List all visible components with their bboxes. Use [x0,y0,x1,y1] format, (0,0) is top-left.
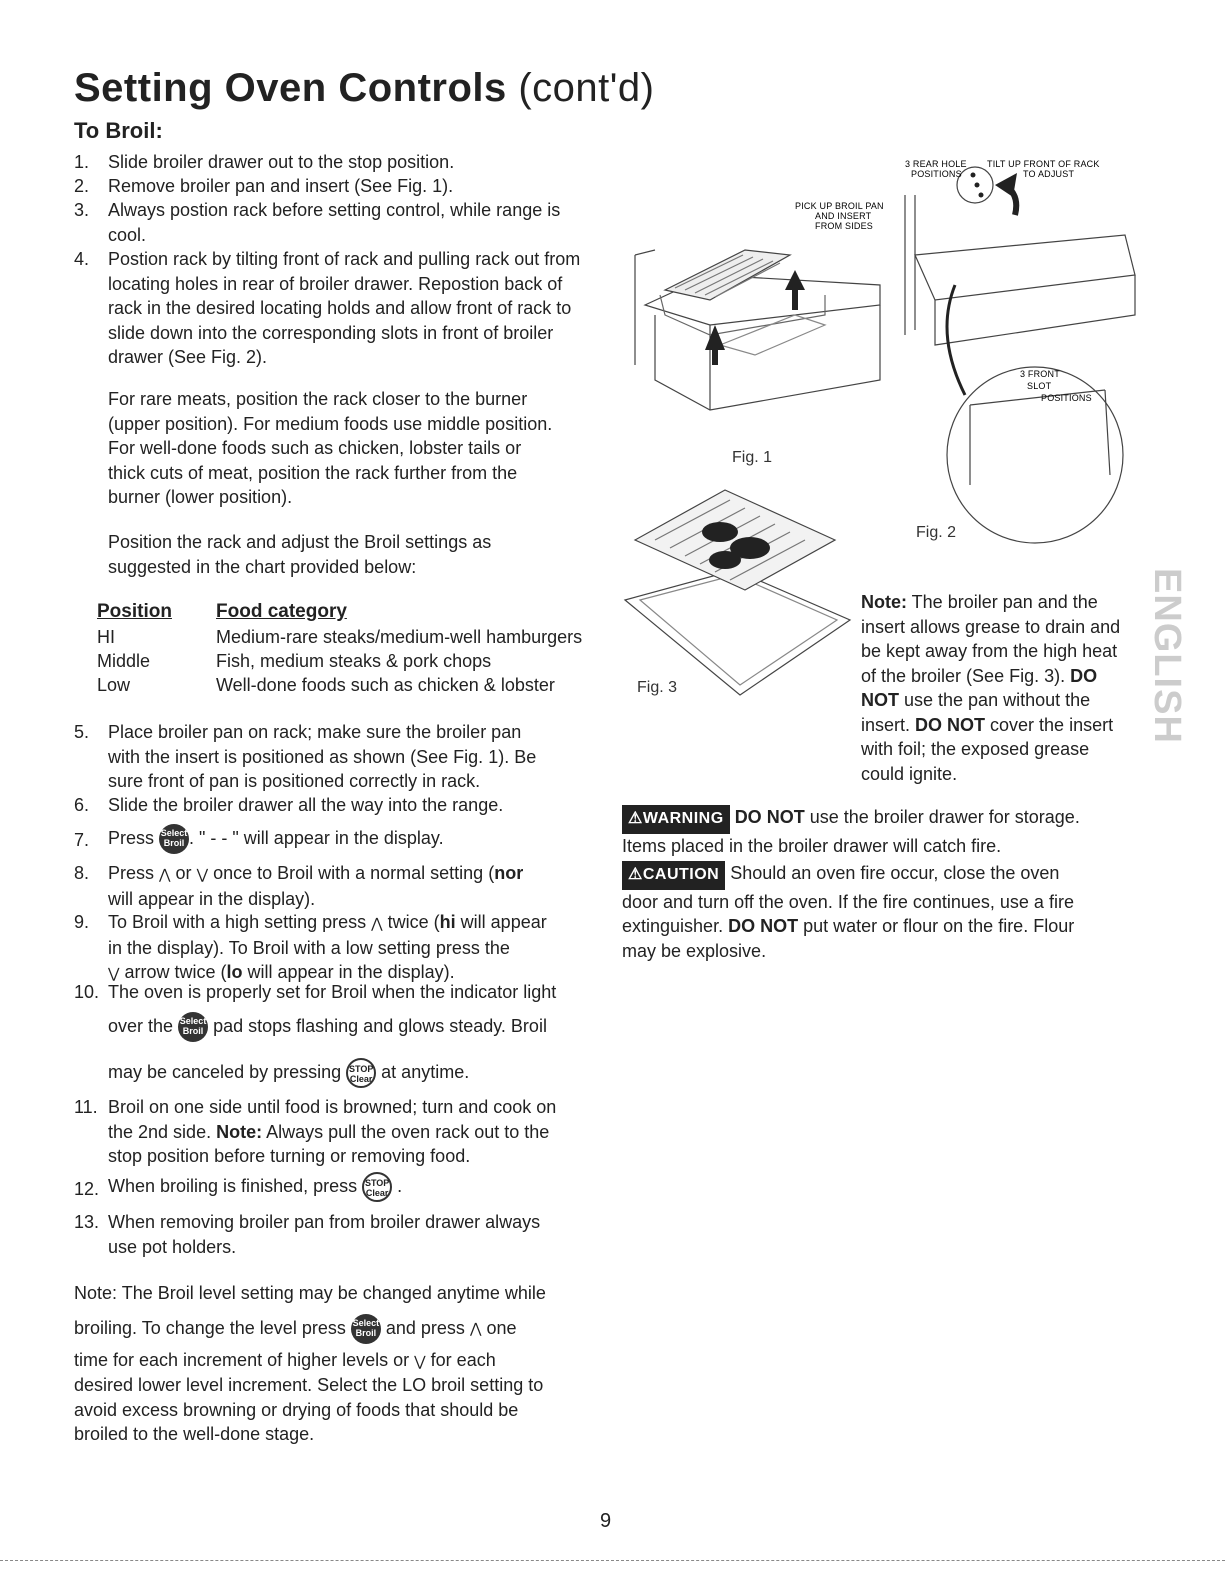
step-line: cool. [108,224,147,245]
page-title-suffix: (cont'd) [506,66,655,110]
note-bold: NOT [861,690,899,710]
step-number: 12. [74,1179,100,1199]
fig2-tilt-label: TILT UP FRONT OF RACK [987,159,1100,169]
fig1-label-line: PICK UP BROIL PAN [795,201,884,211]
note-text-part: for each [430,1349,496,1370]
step-line: When removing broiler pan from broiler drawer always [108,1212,541,1232]
step-text [108,247,580,370]
step-text-part: Always pull the oven rack out to the [262,1121,550,1142]
step-text: Remove broiler pan and insert (See Fig. 1). [108,176,454,196]
caution-text: extinguisher. [622,916,729,936]
note-line [861,664,1120,689]
note-text-part: time for each increment of higher levels or [74,1349,410,1370]
paragraph-line: burner (lower position). [108,487,293,507]
step-line: sure front of pan is positioned correctly in rack. [108,771,481,791]
warning-block [622,805,1080,858]
step-text [108,1095,556,1169]
caution-badge: ⚠CAUTION [622,861,725,890]
note-line [861,713,1120,738]
fig2-caption: Fig. 2 [916,524,957,541]
step-text: The oven is properly set for Broil when the indicator light [108,982,557,1002]
paragraph-line: (upper position). For medium foods use middle position. [108,413,553,434]
step-line [108,1012,547,1042]
step-number: 5. [74,722,90,742]
down-arrow-icon: ⋁ [108,965,120,981]
step-line: Postion rack by tilting front of rack and pulling rack out from [108,249,581,269]
table-row [97,649,150,674]
step-text [108,198,560,247]
step-text [108,720,536,794]
caution-badge-text: CAUTION [642,866,720,883]
step-text-part: the 2nd side. [108,1121,217,1142]
table-cell: HI [97,627,115,647]
caution-bold: DO NOT [728,916,799,936]
section-heading: To Broil: [74,118,163,143]
step-text-part: Press [108,863,155,883]
note-text-part: one [486,1317,517,1338]
stop-clear-button-icon [346,1058,376,1088]
step-text-bold: Note: [216,1121,263,1142]
note-line: broiled to the well-done stage. [74,1424,315,1444]
step-text-part: twice ( [387,912,440,932]
step-text: Slide broiler drawer out to the stop position. [108,152,455,172]
table-cell: Fish, medium steaks & pork chops [216,651,492,671]
caution-line: may be explosive. [622,940,767,961]
step-number: 10. [74,982,100,1002]
badge-text: Clear [365,1188,389,1198]
caution-line [622,861,1074,890]
step-line: in the display). To Broil with a low setting press the [108,937,510,958]
badge-text: Select [160,828,188,838]
fig2-rear-label: 3 REAR HOLE [905,159,967,169]
fig1-label-line: AND INSERT [815,211,872,221]
step-text-part: once to Broil with a normal setting ( [213,863,495,883]
down-arrow-icon: ⋁ [196,866,209,882]
step-text-part: may be canceled by pressing [108,1061,342,1082]
broil-level-note [74,1281,546,1447]
step-text-part: . " - - " will appear in the display. [189,827,444,848]
rare-meats-paragraph [108,387,552,510]
step-line: drawer (See Fig. 2). [108,347,268,367]
warning-bold: DO NOT [734,807,805,827]
note-text-part: cover the insert [985,714,1114,735]
table-cell: Middle [97,651,151,671]
broiler-pan-note [861,590,1120,786]
note-line: insert allows grease to drain and [861,616,1121,637]
note-line: avoid excess browning or drying of foods that should be [74,1399,519,1420]
step-number: 9. [74,912,90,932]
select-broil-button-icon [178,1012,208,1042]
badge-text: Broil [355,1327,377,1338]
step-text-part: or [175,863,192,883]
fig1-caption: Fig. 1 [732,449,773,466]
step-text-part: . [397,1175,403,1196]
step-line: will appear in the display). [108,888,316,909]
step-number: 4. [74,249,90,269]
step-text-part: at anytime. [381,1061,470,1082]
step-text-part: To Broil with a high setting press [108,912,367,932]
step-text-part: will appear [455,912,547,932]
fig2-front-label: POSITIONS [1041,393,1092,403]
note-line: desired lower level increment. Select the LO broil setting to [74,1375,544,1395]
note-line [74,1314,546,1344]
step-line: Broil on one side until food is browned; turn and cook on [108,1097,557,1117]
warning-text: use the broiler drawer for storage. [804,807,1080,827]
step-number: 13. [74,1212,100,1232]
badge-text: Broil [163,838,185,848]
language-side-tab [1146,568,1188,744]
warning-badge: ⚠WARNING [622,805,730,834]
fig1-label-line: FROM SIDES [815,221,874,231]
note-line [861,688,1120,713]
table-row [97,625,115,650]
badge-text: Select [352,1317,380,1328]
note-text-part: of the broiler (See Fig. 3). [861,665,1071,686]
fig2-rack-positions-illustration [895,155,1155,550]
step-text-part: will appear in the display). [242,962,455,982]
note-text-part: and press [385,1317,465,1338]
step-text [108,910,547,986]
table-cell: Medium-rare steaks/medium-well hamburgers [216,627,583,647]
step-text-bold: nor [494,863,524,883]
badge-text: Clear [349,1074,373,1084]
step-line: slide down into the corresponding slots in front of broiler [108,322,554,343]
note-text-part: use the pan without the [899,690,1091,710]
position-paragraph [108,530,491,579]
caution-line [622,914,1074,939]
step-number: 11. [74,1097,98,1117]
step-text [108,861,523,911]
page-title-main: Setting Oven Controls [74,66,507,110]
page-title [74,66,655,111]
paragraph-line: For rare meats, position the rack closer to the burner [108,389,528,409]
badge-text: Broil [182,1026,204,1036]
step-line [108,1058,469,1088]
step-number: 3. [74,200,90,220]
step-text [108,1172,402,1202]
table-header-position: Position [97,601,172,622]
step-number: 2. [74,176,90,196]
up-arrow-icon: ⋀ [159,866,171,882]
caution-block [622,861,1074,963]
fig2-front-label: SLOT [1027,381,1052,391]
note-text-part: The broiler pan and the [907,592,1098,612]
note-text-part: broiling. To change the level press [74,1317,346,1338]
caution-line: door and turn off the oven. If the fire continues, use a fire [622,891,1074,912]
fig2-front-label: 3 FRONT [1020,369,1060,379]
step-text-part: Press [108,827,155,848]
step-number: 1. [74,152,90,172]
step-text-part: When broiling is finished, press [108,1175,358,1196]
fig1-broiler-drawer-illustration [615,165,890,440]
step-text [108,824,444,854]
note-line [861,590,1120,615]
step-line: Always postion rack before setting control, while range is [108,200,561,220]
step-number: 6. [74,795,90,815]
note-text-part: insert. [861,714,916,735]
paragraph-line: suggested in the chart provided below: [108,556,417,577]
badge-text: STOP [364,1178,390,1188]
step-text-bold: hi [439,912,456,932]
step-line: stop position before turning or removing food. [108,1146,471,1166]
step-text-part: over the [108,1015,174,1036]
stop-clear-button-icon [362,1172,392,1202]
caution-text: put water or flour on the fire. Flour [798,916,1075,936]
note-bold: DO [1070,665,1098,686]
select-broil-button-icon [351,1314,381,1344]
step-text-part: pad stops flashing and glows steady. Broil [213,1015,547,1036]
step-line: with the insert is positioned as shown (See Fig. 1). Be [108,746,537,767]
fig2-tilt-label: TO ADJUST [1023,169,1075,179]
step-line: locating holes in rear of broiler drawer. Repostion back of [108,273,563,294]
paragraph-line: Position the rack and adjust the Broil settings as [108,532,492,552]
badge-text: Select [179,1016,207,1026]
step-number: 8. [74,863,90,883]
paragraph-line: thick cuts of meat, position the rack further from the [108,462,518,483]
warning-badge-text: WARNING [642,810,724,827]
step-line: rack in the desired locating holds and allow front of rack to [108,298,572,318]
caution-text: Should an oven fire occur, close the oven [725,863,1060,883]
step-text-part: arrow twice ( [124,962,227,982]
note-bold: Note: [861,592,907,612]
fig3-caption: Fig. 3 [637,679,678,696]
up-arrow-icon: ⋀ [469,1320,482,1337]
step-line [108,1120,556,1145]
warning-line: Items placed in the broiler drawer will catch fire. [622,835,1002,856]
page-number: 9 [600,1510,612,1532]
select-broil-button-icon [159,824,189,854]
up-arrow-icon: ⋀ [371,915,383,931]
note-line: could ignite. [861,763,958,784]
table-cell: Low [97,675,131,695]
side-tab-text: ENGLISH [1146,568,1188,744]
step-text [108,1210,540,1259]
table-header-food: Food category [216,601,347,622]
note-line: be kept away from the high heat [861,641,1118,661]
table-row [97,673,130,698]
paragraph-line: For well-done foods such as chicken, lobster tails or [108,438,522,458]
fig2-rear-label: POSITIONS [911,169,962,179]
fig3-broiler-pan-illustration [615,480,860,700]
step-text-bold: lo [226,962,243,982]
page-bottom-divider [0,1560,1225,1561]
step-line [108,910,547,936]
step-line [108,861,523,887]
note-line [74,1348,546,1374]
warning-line [622,805,1080,834]
down-arrow-icon: ⋁ [414,1352,426,1369]
step-text: Slide the broiler drawer all the way into the range. [108,795,504,815]
step-line: use pot holders. [108,1236,237,1257]
note-line: with foil; the exposed grease [861,739,1090,759]
table-cell: Well-done foods such as chicken & lobster [216,675,555,695]
step-number: 7. [74,830,90,850]
badge-text: STOP [348,1064,374,1074]
step-line: Place broiler pan on rack; make sure the broiler pan [108,722,522,742]
note-line: Note: The Broil level setting may be changed anytime while [74,1283,546,1303]
note-bold: DO NOT [915,714,986,735]
